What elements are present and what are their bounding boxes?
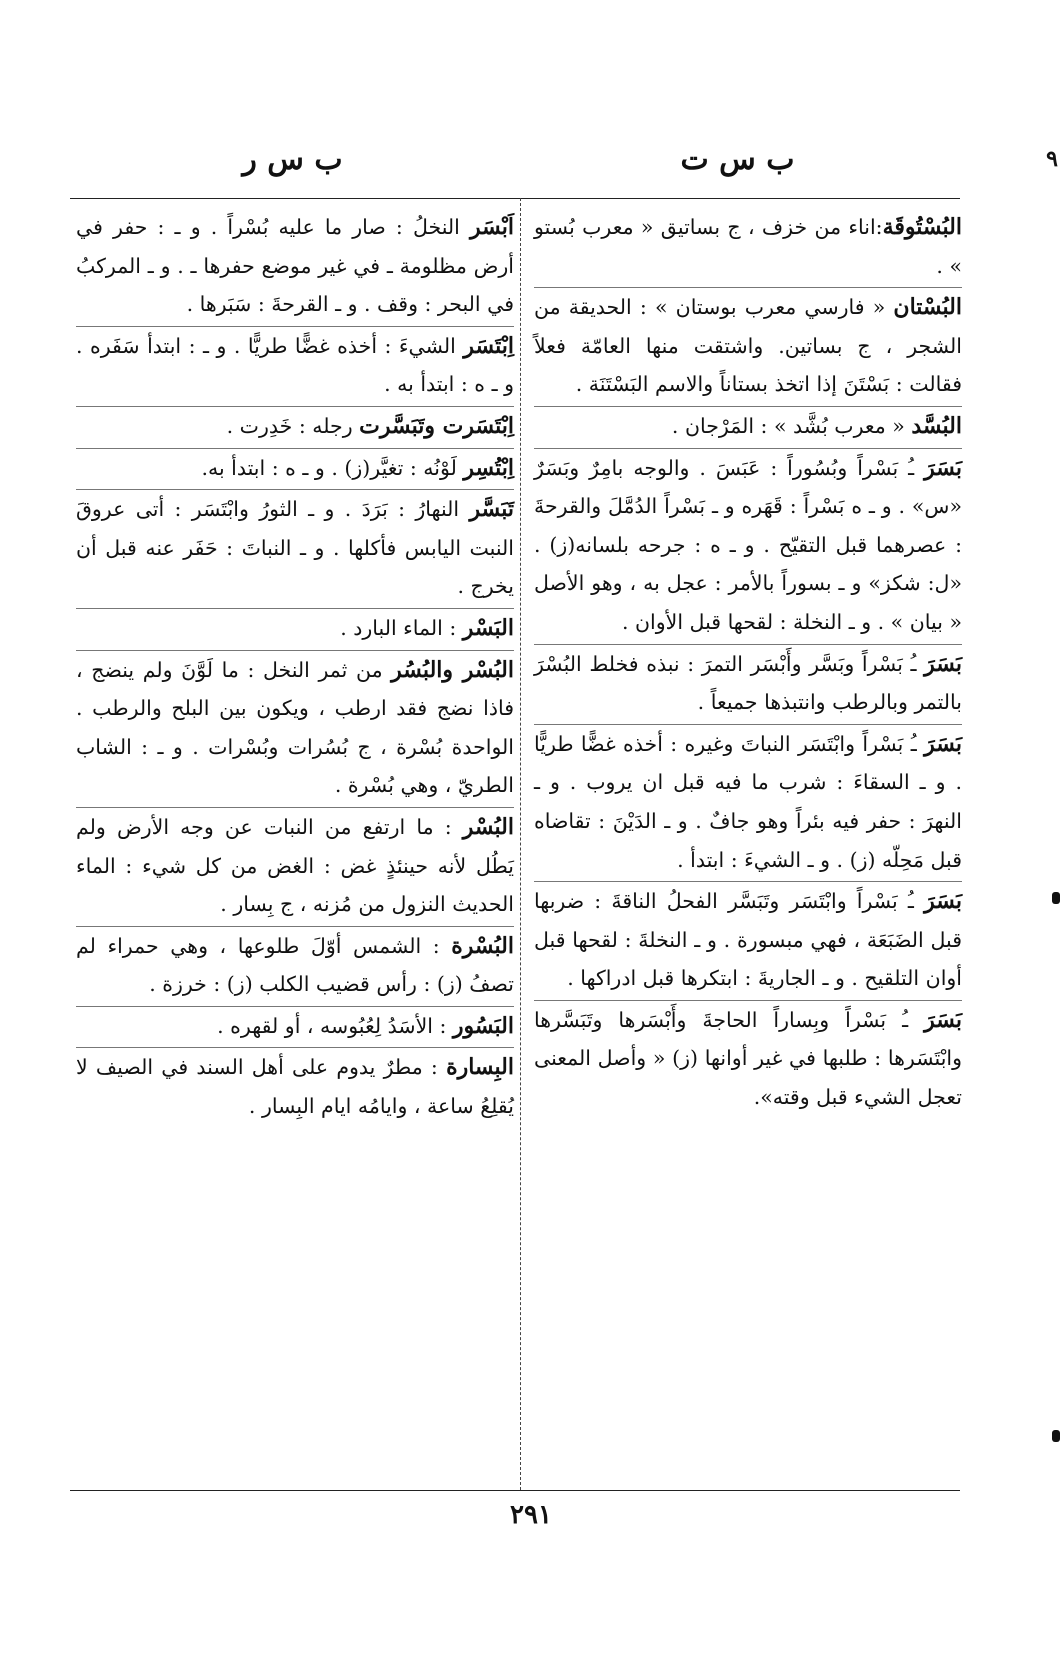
entry-definition: ـُ بَسْراً وابْتَسَر وتَبَسَّر الفحلُ الناقةَ : ضربها قبل الضَبَعَة ، فهي مبسورة . و ـ النخلةَ : لقحها قبل أوان التلقيح . و ـ الجاريةَ : ابتكرها قبل ادراكها . <box>534 889 962 991</box>
entry-headword: بَسَرَ <box>924 650 962 677</box>
entry-headword: البُسْر والبُسُر <box>391 656 514 683</box>
entry-headword: بَسَرَ <box>924 730 962 757</box>
dictionary-entry <box>76 609 514 651</box>
dictionary-entry <box>534 449 962 645</box>
entry-definition: من ثمر النخل : ما لَوَّنَ ولم ينضج ، فاذا نضج فقد ارطب ، ويكون بين البلح والرطب . الواحدة بُسْرة ، ج بُسُرات وبُسْرات . و ـ : الشاب الطريّ ، وهي بُسْرة . <box>76 657 514 798</box>
entry-definition: ـُ بَسْراً وبِساراً الحاجةَ وأَبْسَرها وتَبَسَّرها وابْتَسَرها : طلبها في غير أوانها (ز) « وأصل المعنى تعجل الشيء قبل وقته». <box>534 1007 962 1110</box>
entry-definition: رجله : خَدِرت . <box>226 413 360 438</box>
entry-headword: البَسُور <box>452 1012 514 1039</box>
entry-headword: تَبَسَّر <box>469 496 514 523</box>
dictionary-entry <box>534 882 962 1001</box>
bottom-rule <box>70 1490 960 1491</box>
entry-headword: اَبْسَر <box>470 214 514 240</box>
edge-mark <box>1052 892 1060 904</box>
dictionary-entry <box>76 208 514 327</box>
dictionary-entry <box>76 449 514 491</box>
dictionary-entry <box>76 490 514 609</box>
dictionary-entry <box>76 651 514 808</box>
dictionary-entry <box>76 927 514 1007</box>
entry-definition: « معرب بُشَّد » : المَرْجان . <box>671 413 912 438</box>
corner-mark: ٩ <box>1046 146 1058 172</box>
dictionary-entry <box>76 808 514 927</box>
dictionary-entry <box>534 725 962 882</box>
entry-definition: الشيءَ : أخذه غضًّا طريًّا . و ـ : ابتدأ سَفَره . و ـ ه : ابتدأ به . <box>76 333 514 397</box>
entry-headword: بَسَرَ <box>924 1006 962 1033</box>
entry-headword: البُسَّد <box>911 412 962 439</box>
entry-headword: البَسْر <box>462 614 514 641</box>
dictionary-entry <box>76 1048 514 1127</box>
entry-headword: البُسْر <box>462 813 514 840</box>
entry-definition: لَوْنُه : تغيَّر(ز) . و ـ ه : ابتدأ به. <box>201 455 464 480</box>
entry-definition: :اناء من خزف ، ج بساتيق « معرب بُستو » . <box>534 215 962 278</box>
dictionary-entry <box>534 645 962 725</box>
entry-definition: النخلُ : صار ما عليه بُسْراً . و ـ : حفر في أرض مظلومة ـ في غير موضع حفرها ـ . و ـ المركبُ في البحر : وقف . و ـ القرحةَ : سَبَرها . <box>76 215 514 317</box>
entry-definition: : مطرٌ يدوم على أهل السند في الصيف لا يُقلِعُ ساعة ، وايامُه ايام البِسار . <box>76 1055 514 1119</box>
entry-headword: البِسارة <box>446 1054 514 1081</box>
entry-headword: بَسَرَ <box>924 454 962 481</box>
column-divider <box>520 198 521 1490</box>
edge-mark <box>1052 1430 1060 1442</box>
entry-definition: « فارسي معرب بوستان » : الحديقة من الشجر ، ج بساتين. واشتقت منها العامّة فعلاً فقالت : بَسْتَنَ إذا اتخذ بستاناً والاسم البَسْتَنَة . <box>534 295 962 397</box>
dictionary-entry <box>76 327 514 407</box>
entry-definition: ـُ بَسْراً وابْتَسَر النباتَ وغيره : أخذه غضًّا طريًّا . و ـ السقاءَ : شرب ما فيه قبل ان يروب . و ـ النهرَ : حفر فيه بئراً وهو جافٌ . و ـ الدَيْنَ : تقاضاه قبل مَحِلّه (ز) . و ـ الشيءَ : ابتدأ . <box>534 731 962 872</box>
entry-definition: النهارُ : بَرَدَ . و ـ الثورُ وابْتَسَر : أتى عروقَ النبت اليابس فأكلها . و ـ النباتَ : حَفَر عنه قبل أن يخرج . <box>76 497 514 599</box>
entry-headword: اِبْتُسِر <box>463 454 514 481</box>
entry-definition: : الماء البارد . <box>340 615 463 640</box>
entry-headword: بَسَرَ <box>924 888 962 915</box>
right-column-root: ب س ت <box>680 142 795 177</box>
entry-definition: : الأسَدُ لِعُبُوسه ، أو لقهره . <box>217 1013 453 1038</box>
entry-definition: : الشمس أوّلَ طلوعها ، وهي حمراء لم تصفُ (ز) : رأس قضيب الكلب (ز) : خرزة . <box>76 933 514 997</box>
entry-headword: البُسْتان <box>893 294 962 321</box>
entry-headword: اِبْتَسَر <box>463 332 514 359</box>
top-rule <box>70 198 960 199</box>
dictionary-entry <box>76 1007 514 1049</box>
entry-headword: البُسْرة <box>451 932 514 959</box>
entry-definition: ـُ بَسْراً وبُسُوراً : عَبَسَ . والوجه بامِرٌ وبَسَرٌ «س» . و ـ ه بَسْراً : قَهَره و ـ بَسْراً الدُمَّلَ والقرحةَ : عصرهما قبل التقيّح . و ـ ه : جرحه بلسانه(ز) . «ل: شكز» و ـ بسوراً بالأمر : عجل به ، وهو الأصل « بيان » . و ـ النخلة : لقحها قبل الأوان . <box>534 455 962 634</box>
left-column <box>76 208 514 1483</box>
entry-definition: : ما ارتفع من النبات عن وجه الأرض ولم يَطُل لأنه حينئذٍ غض : الغض من كل شيء : الماء الحديث النزول من مُزنه ، ج بِسار . <box>76 814 514 917</box>
page-number: ٢٩١ <box>510 1500 552 1530</box>
dictionary-entry <box>76 407 514 449</box>
page-header <box>70 142 960 192</box>
dictionary-entry <box>534 407 962 449</box>
left-column-root: ب س ر <box>242 142 343 177</box>
dictionary-entry <box>534 208 962 288</box>
entry-headword: البُسْتُوقَة <box>882 214 962 240</box>
dictionary-entry <box>534 288 962 407</box>
entry-headword: اِبْتَسَرت وتَبَسَّرت <box>359 412 514 439</box>
entry-definition: ـُ بَسْراً وبَسَّر وأَبْسَر التمرَ : نبذه فخلط البُسْرَ بالتمر وبالرطب وانتبذها جميعاً . <box>534 651 962 715</box>
right-column <box>534 208 962 1483</box>
dictionary-entry <box>534 1001 962 1119</box>
